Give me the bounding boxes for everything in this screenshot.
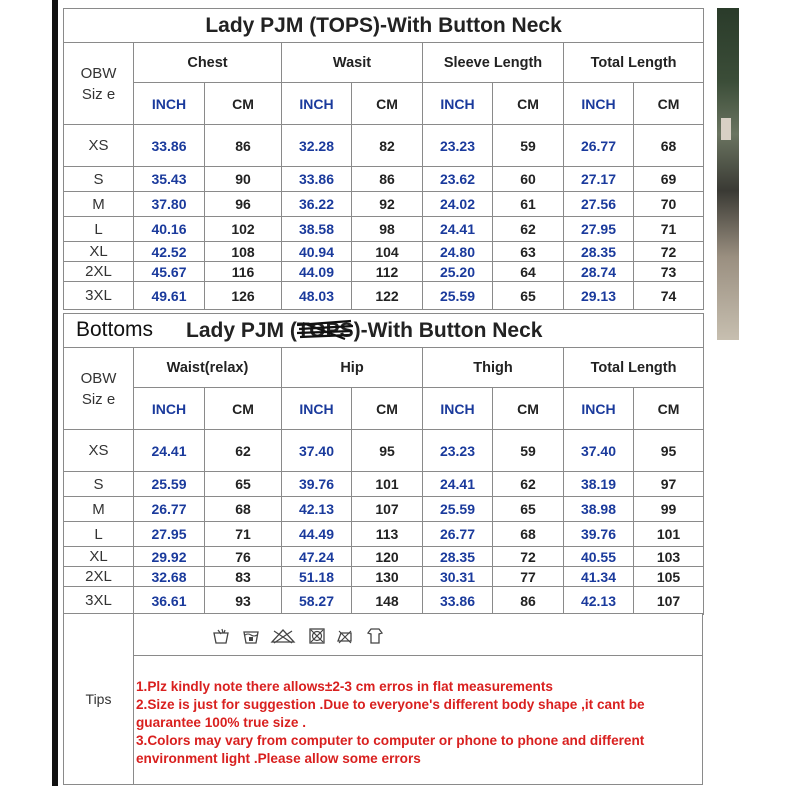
size-row-xl	[64, 547, 704, 567]
cm-value-cell: 101	[352, 472, 423, 497]
unit-inch: INCH	[134, 388, 205, 430]
group-header-total-length: Total Length	[564, 43, 704, 83]
inch-value-cell: 48.03	[282, 282, 352, 310]
size-row-2xl	[64, 567, 704, 587]
cm-value-cell: 73	[634, 262, 704, 282]
group-header-chest: Chest	[134, 43, 282, 83]
cm-value-cell: 71	[634, 217, 704, 242]
cm-value-cell: 68	[493, 522, 564, 547]
tips-label: Tips	[64, 614, 134, 784]
inch-value-cell: 27.95	[564, 217, 634, 242]
size-row-m	[64, 192, 704, 217]
bottoms-label: Bottoms	[76, 318, 154, 341]
inch-value-cell: 25.59	[423, 497, 493, 522]
inch-value-cell: 33.86	[134, 125, 205, 167]
inch-value-cell: 37.40	[564, 430, 634, 472]
cm-value-cell: 83	[205, 567, 282, 587]
unit-cm: CM	[205, 388, 282, 430]
iron-icon	[336, 627, 354, 645]
cm-value-cell: 99	[634, 497, 704, 522]
size-cell: XL	[64, 242, 134, 262]
care-icons-row	[134, 614, 702, 656]
tips-section	[63, 613, 703, 785]
bottoms-table-body	[64, 430, 704, 615]
size-cell: XL	[64, 547, 134, 567]
inch-value-cell: 35.43	[134, 167, 205, 192]
unit-cm: CM	[352, 388, 423, 430]
size-row-xs	[64, 430, 704, 472]
inch-value-cell: 38.98	[564, 497, 634, 522]
bottoms-title	[186, 319, 542, 343]
group-header-hip: Hip	[282, 348, 423, 388]
inch-value-cell: 24.41	[134, 430, 205, 472]
size-cell: 3XL	[64, 282, 134, 310]
size-cell: 2XL	[64, 567, 134, 587]
cm-value-cell: 86	[205, 125, 282, 167]
cm-value-cell: 65	[493, 497, 564, 522]
cm-value-cell: 96	[205, 192, 282, 217]
inch-value-cell: 42.52	[134, 242, 205, 262]
size-label: Siz e	[81, 85, 116, 103]
inch-value-cell: 38.58	[282, 217, 352, 242]
cm-value-cell: 105	[634, 567, 704, 587]
inch-value-cell: 28.35	[564, 242, 634, 262]
size-row-s	[64, 167, 704, 192]
size-row-3xl	[64, 282, 704, 310]
cm-value-cell: 112	[352, 262, 423, 282]
inch-value-cell: 25.59	[134, 472, 205, 497]
cm-value-cell: 77	[493, 567, 564, 587]
size-cell: XS	[64, 125, 134, 167]
unit-inch: INCH	[564, 83, 634, 125]
unit-inch: INCH	[282, 83, 352, 125]
unit-inch: INCH	[564, 388, 634, 430]
struck-text: TOPS	[296, 318, 354, 342]
cm-value-cell: 59	[493, 125, 564, 167]
unit-cm: CM	[493, 83, 564, 125]
group-header-waist-relax: Waist(relax)	[134, 348, 282, 388]
cm-value-cell: 70	[634, 192, 704, 217]
machine-wash-icon	[242, 627, 260, 645]
inch-value-cell: 41.34	[564, 567, 634, 587]
cm-value-cell: 82	[352, 125, 423, 167]
unit-inch: INCH	[423, 83, 493, 125]
bottoms-title-suffix: )-With Button Neck	[353, 318, 543, 342]
bottoms-title-row	[64, 314, 704, 348]
size-cell: S	[64, 167, 134, 192]
inch-value-cell: 27.56	[564, 192, 634, 217]
inch-value-cell: 24.41	[423, 472, 493, 497]
inch-value-cell: 32.28	[282, 125, 352, 167]
size-row-s	[64, 472, 704, 497]
cm-value-cell: 76	[205, 547, 282, 567]
group-header-total-length: Total Length	[564, 348, 704, 388]
inch-value-cell: 27.95	[134, 522, 205, 547]
cm-value-cell: 116	[205, 262, 282, 282]
cm-value-cell: 74	[634, 282, 704, 310]
group-header-thigh: Thigh	[423, 348, 564, 388]
cm-value-cell: 108	[205, 242, 282, 262]
cm-value-cell: 103	[634, 547, 704, 567]
cm-value-cell: 126	[205, 282, 282, 310]
inch-value-cell: 24.80	[423, 242, 493, 262]
cm-value-cell: 113	[352, 522, 423, 547]
struck-tops-word	[297, 319, 354, 343]
size-row-m	[64, 497, 704, 522]
inch-value-cell: 39.76	[282, 472, 352, 497]
inch-value-cell: 25.59	[423, 282, 493, 310]
size-cell: L	[64, 217, 134, 242]
cm-value-cell: 97	[634, 472, 704, 497]
inch-value-cell: 37.80	[134, 192, 205, 217]
inch-value-cell: 47.24	[282, 547, 352, 567]
obw-size-header	[64, 43, 134, 125]
tip-line: guarantee 100% true size .	[136, 715, 306, 730]
inch-value-cell: 39.76	[564, 522, 634, 547]
cm-value-cell: 95	[634, 430, 704, 472]
cm-value-cell: 107	[634, 587, 704, 615]
size-cell: M	[64, 192, 134, 217]
inch-value-cell: 36.61	[134, 587, 205, 615]
cm-value-cell: 63	[493, 242, 564, 262]
unit-inch: INCH	[282, 388, 352, 430]
inch-value-cell: 24.41	[423, 217, 493, 242]
size-row-l	[64, 522, 704, 547]
cm-value-cell: 71	[205, 522, 282, 547]
inch-value-cell: 33.86	[423, 587, 493, 615]
inch-value-cell: 42.13	[282, 497, 352, 522]
cm-value-cell: 98	[352, 217, 423, 242]
cm-value-cell: 86	[493, 587, 564, 615]
size-row-xl	[64, 242, 704, 262]
cm-value-cell: 101	[634, 522, 704, 547]
inch-value-cell: 36.22	[282, 192, 352, 217]
inch-value-cell: 45.67	[134, 262, 205, 282]
unit-inch: INCH	[134, 83, 205, 125]
cm-value-cell: 122	[352, 282, 423, 310]
cm-value-cell: 104	[352, 242, 423, 262]
size-row-2xl	[64, 262, 704, 282]
size-label: Siz e	[81, 390, 116, 408]
inch-value-cell: 23.62	[423, 167, 493, 192]
tip-line: 3.Colors may vary from computer to computer or phone to phone and different	[136, 733, 645, 748]
inch-value-cell: 28.35	[423, 547, 493, 567]
unit-cm: CM	[634, 388, 704, 430]
cm-value-cell: 69	[634, 167, 704, 192]
cm-value-cell: 95	[352, 430, 423, 472]
cm-value-cell: 107	[352, 497, 423, 522]
cm-value-cell: 120	[352, 547, 423, 567]
unit-inch: INCH	[423, 388, 493, 430]
size-cell: S	[64, 472, 134, 497]
inch-value-cell: 37.40	[282, 430, 352, 472]
inch-value-cell: 26.77	[423, 522, 493, 547]
unit-cm: CM	[205, 83, 282, 125]
unit-cm: CM	[634, 83, 704, 125]
cm-value-cell: 65	[493, 282, 564, 310]
inch-value-cell: 49.61	[134, 282, 205, 310]
unit-cm: CM	[352, 83, 423, 125]
size-cell: 2XL	[64, 262, 134, 282]
cm-value-cell: 62	[493, 472, 564, 497]
tip-line: 2.Size is just for suggestion .Due to everyone's different body shape ,it cant be	[136, 697, 645, 712]
inch-value-cell: 42.13	[564, 587, 634, 615]
cm-value-cell: 92	[352, 192, 423, 217]
inch-value-cell: 25.20	[423, 262, 493, 282]
obw-size-header	[64, 348, 134, 430]
inch-value-cell: 58.27	[282, 587, 352, 615]
cm-value-cell: 148	[352, 587, 423, 615]
inch-value-cell: 23.23	[423, 125, 493, 167]
inch-value-cell: 29.13	[564, 282, 634, 310]
hang-dry-icon	[366, 627, 384, 645]
inch-value-cell: 51.18	[282, 567, 352, 587]
product-photo-edge	[717, 8, 739, 340]
tops-table-body	[64, 125, 704, 310]
cm-value-cell: 60	[493, 167, 564, 192]
size-row-l	[64, 217, 704, 242]
inch-value-cell: 40.55	[564, 547, 634, 567]
inch-value-cell: 30.31	[423, 567, 493, 587]
tips-text	[136, 678, 696, 768]
cm-value-cell: 68	[205, 497, 282, 522]
tip-line: 1.Plz kindly note there allows±2-3 cm erros in flat measurements	[136, 679, 553, 694]
inch-value-cell: 26.77	[564, 125, 634, 167]
inch-value-cell: 27.17	[564, 167, 634, 192]
obw-label: OBW	[80, 64, 117, 82]
cm-value-cell: 62	[205, 430, 282, 472]
scribble-mark	[295, 317, 355, 343]
size-row-3xl	[64, 587, 704, 615]
group-header-waist: Wasit	[282, 43, 423, 83]
cm-value-cell: 68	[634, 125, 704, 167]
inch-value-cell: 29.92	[134, 547, 205, 567]
cm-value-cell: 86	[352, 167, 423, 192]
hand-wash-icon	[212, 627, 230, 645]
cm-value-cell: 65	[205, 472, 282, 497]
obw-label: OBW	[80, 369, 117, 387]
inch-value-cell: 40.94	[282, 242, 352, 262]
inch-value-cell: 38.19	[564, 472, 634, 497]
no-tumble-dry-icon	[308, 627, 326, 645]
size-cell: M	[64, 497, 134, 522]
size-row-xs	[64, 125, 704, 167]
tops-size-table	[63, 8, 704, 310]
inch-value-cell: 40.16	[134, 217, 205, 242]
inch-value-cell: 23.23	[423, 430, 493, 472]
tip-line: environment light .Please allow some errors	[136, 751, 421, 766]
inch-value-cell: 44.09	[282, 262, 352, 282]
cm-value-cell: 130	[352, 567, 423, 587]
inch-value-cell: 26.77	[134, 497, 205, 522]
cm-value-cell: 72	[634, 242, 704, 262]
bottoms-title-prefix: Lady PJM (	[186, 318, 297, 342]
bottoms-size-table	[63, 313, 704, 615]
inch-value-cell: 33.86	[282, 167, 352, 192]
no-bleach-icon	[270, 627, 296, 645]
cm-value-cell: 59	[493, 430, 564, 472]
size-cell: 3XL	[64, 587, 134, 615]
unit-cm: CM	[493, 388, 564, 430]
cm-value-cell: 102	[205, 217, 282, 242]
size-cell: XS	[64, 430, 134, 472]
inch-value-cell: 28.74	[564, 262, 634, 282]
inch-value-cell: 32.68	[134, 567, 205, 587]
cm-value-cell: 61	[493, 192, 564, 217]
cm-value-cell: 90	[205, 167, 282, 192]
cm-value-cell: 64	[493, 262, 564, 282]
group-header-sleeve-length: Sleeve Length	[423, 43, 564, 83]
cm-value-cell: 62	[493, 217, 564, 242]
size-cell: L	[64, 522, 134, 547]
left-frame-edge	[52, 0, 58, 786]
inch-value-cell: 44.49	[282, 522, 352, 547]
tops-title: Lady PJM (TOPS)-With Button Neck	[64, 9, 704, 43]
cm-value-cell: 93	[205, 587, 282, 615]
cm-value-cell: 72	[493, 547, 564, 567]
inch-value-cell: 24.02	[423, 192, 493, 217]
